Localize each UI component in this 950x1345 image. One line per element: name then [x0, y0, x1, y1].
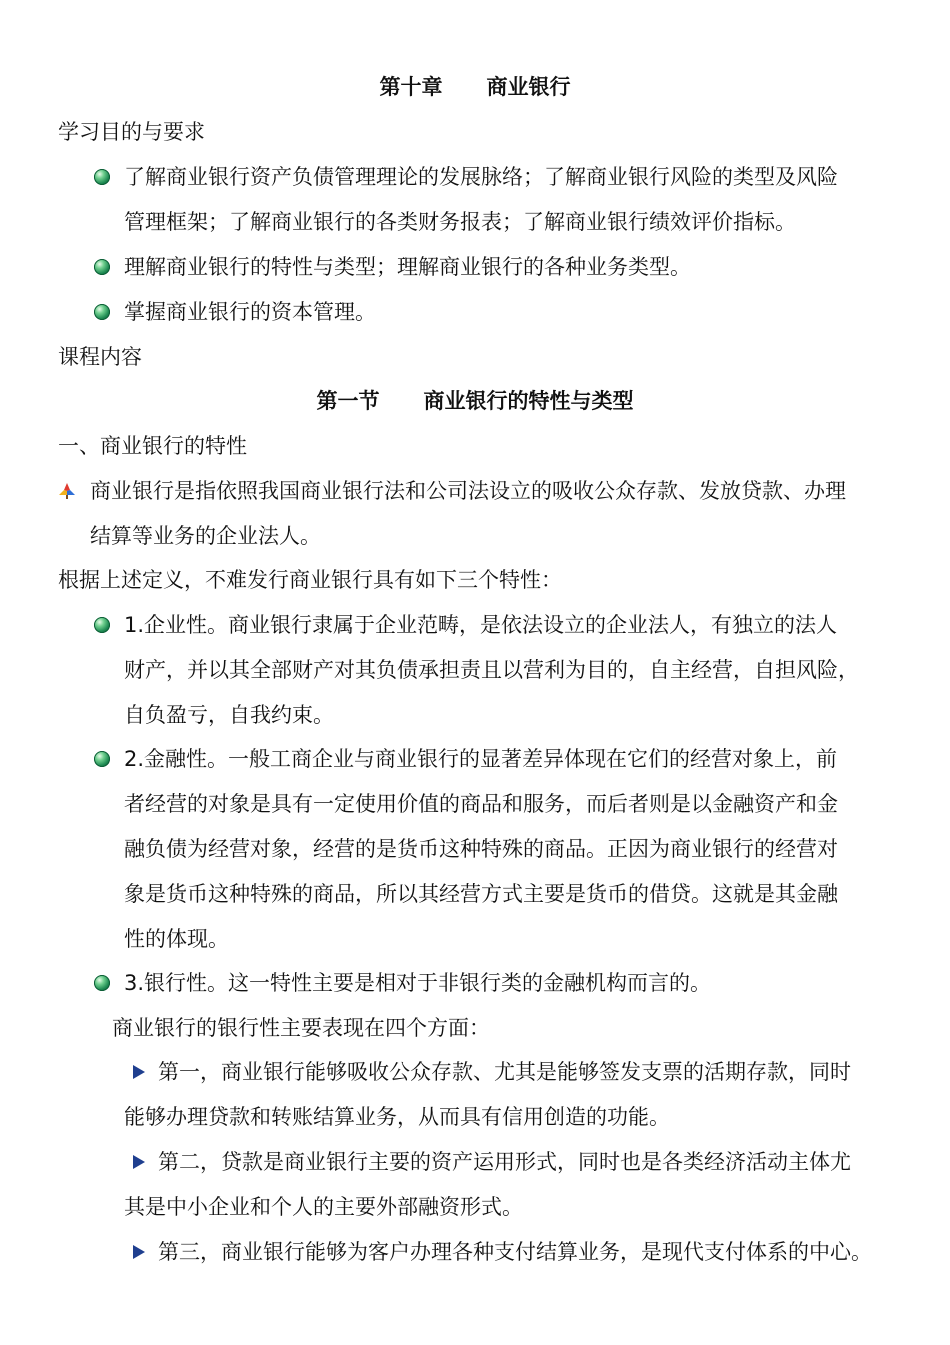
- triangle-bullet-icon: [133, 1065, 145, 1079]
- definition-line-1: 商业银行是指依照我国商业银行法和公司法设立的吸收公众存款、发放贷款、办理: [90, 479, 846, 503]
- trait-2-line-1: 2.金融性。一般工商企业与商业银行的显著差异体现在它们的经营对象上，前: [124, 747, 838, 771]
- green-sphere-bullet-icon: [94, 304, 110, 320]
- banking-intro: 商业银行的银行性主要表现在四个方面：: [112, 1016, 490, 1040]
- definition-line-2: 结算等业务的企业法人。: [90, 524, 321, 548]
- green-sphere-bullet-icon: [94, 751, 110, 767]
- objective-1-line-1: 了解商业银行资产负债管理理论的发展脉络；了解商业银行风险的类型及风险: [124, 165, 838, 189]
- green-sphere-bullet-icon: [94, 259, 110, 275]
- trait-2-line-3: 融负债为经营对象，经营的是货币这种特殊的商品。正因为商业银行的经营对: [124, 837, 838, 861]
- aspect-2-line-1: 第二，贷款是商业银行主要的资产运用形式，同时也是各类经济活动主体尤: [158, 1150, 851, 1174]
- trait-2-line-2: 者经营的对象是具有一定使用价值的商品和服务，而后者则是以金融资产和金: [124, 792, 838, 816]
- subsection-heading: 一、商业银行的特性: [58, 434, 247, 458]
- section-title: [0, 386, 950, 416]
- trait-3-line-1: 3.银行性。这一特性主要是相对于非银行类的金融机构而言的。: [124, 971, 712, 995]
- objective-2-line-1: 理解商业银行的特性与类型；理解商业银行的各种业务类型。: [124, 255, 691, 279]
- green-sphere-bullet-icon: [94, 975, 110, 991]
- course-heading: 课程内容: [58, 345, 142, 369]
- objective-3-line-1: 掌握商业银行的资本管理。: [124, 300, 376, 324]
- chapter-number: 第十章: [379, 75, 443, 99]
- trait-1-line-3: 自负盈亏，自我约束。: [124, 703, 334, 727]
- triangle-bullet-icon: [133, 1245, 145, 1259]
- multicolor-diamond-bullet-icon: [58, 482, 76, 500]
- green-sphere-bullet-icon: [94, 169, 110, 185]
- section-name: 商业银行的特性与类型: [423, 389, 634, 413]
- chapter-name: 商业银行: [486, 75, 571, 99]
- objectives-heading: 学习目的与要求: [58, 120, 205, 144]
- aspect-3-line-1: 第三，商业银行能够为客户办理各种支付结算业务，是现代支付体系的中心。: [158, 1240, 872, 1264]
- aspect-1-line-2: 能够办理贷款和转账结算业务，从而具有信用创造的功能。: [124, 1105, 670, 1129]
- green-sphere-bullet-icon: [94, 617, 110, 633]
- trait-1-line-1: 1.企业性。商业银行隶属于企业范畴，是依法设立的企业法人，有独立的法人: [124, 613, 838, 637]
- aspect-1-line-1: 第一，商业银行能够吸收公众存款、尤其是能够签发支票的活期存款，同时: [158, 1060, 851, 1084]
- traits-intro: 根据上述定义，不难发行商业银行具有如下三个特性：: [58, 568, 562, 592]
- trait-2-line-4: 象是货币这种特殊的商品，所以其经营方式主要是货币的借贷。这就是其金融: [124, 882, 838, 906]
- objective-1-line-2: 管理框架；了解商业银行的各类财务报表；了解商业银行绩效评价指标。: [124, 210, 796, 234]
- aspect-2-line-2: 其是中小企业和个人的主要外部融资形式。: [124, 1195, 523, 1219]
- trait-1-line-2: 财产，并以其全部财产对其负债承担责且以营利为目的，自主经营，自担风险，: [124, 658, 859, 682]
- section-number: 第一节: [316, 389, 380, 413]
- chapter-title: [0, 72, 950, 102]
- trait-2-line-5: 性的体现。: [124, 927, 229, 951]
- triangle-bullet-icon: [133, 1155, 145, 1169]
